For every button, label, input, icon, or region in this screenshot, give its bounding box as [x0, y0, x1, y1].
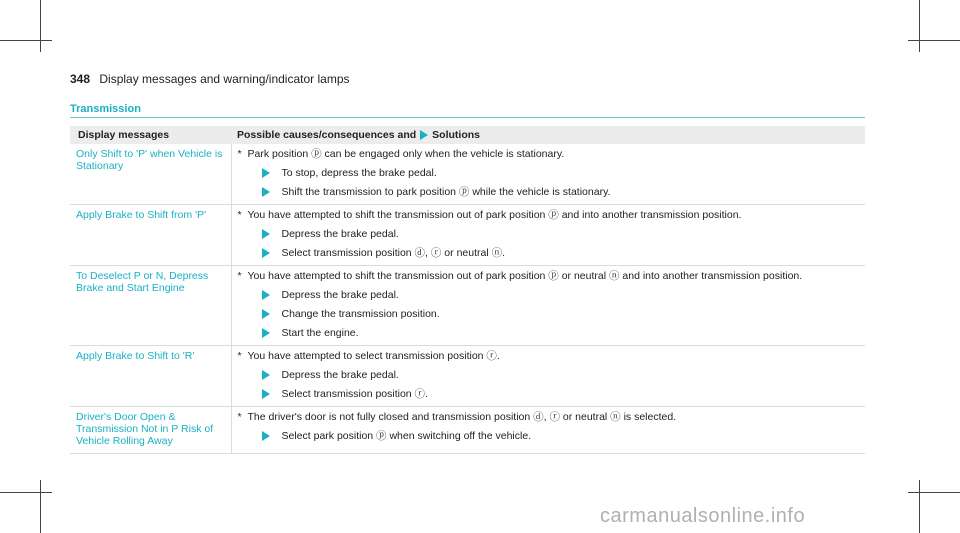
- solution-step: [262, 289, 860, 301]
- cause-text: You have attempted to shift the transmission out of park position ⓟ or neutral ⓝ and into another transmission position.: [247, 270, 803, 282]
- arrow-right-icon: [262, 229, 270, 239]
- column-header-messages: Display messages: [70, 126, 231, 144]
- arrow-right-icon: [262, 248, 270, 258]
- cause-item: [238, 148, 860, 160]
- table-row: [70, 205, 865, 266]
- column-header-causes-label: Possible causes/consequences and: [237, 129, 417, 141]
- arrow-right-icon: [262, 389, 270, 399]
- cause-item: [238, 411, 860, 423]
- cause-text: You have attempted to select transmission position ⓡ.: [247, 350, 500, 362]
- solution-step: [262, 308, 860, 320]
- crop-mark: [0, 40, 52, 41]
- bullet-asterisk: *: [237, 148, 242, 160]
- solution-text: Select transmission position ⓡ.: [281, 388, 428, 400]
- solution-step: [262, 327, 860, 339]
- cause-item: [238, 209, 860, 221]
- chapter-title: Display messages and warning/indicator lamps: [99, 72, 350, 86]
- column-header-causes: [231, 126, 865, 144]
- arrow-right-icon: [262, 328, 270, 338]
- solution-text: Depress the brake pedal.: [281, 228, 399, 240]
- solution-text: Shift the transmission to park position ⓟ while the vehicle is stationary.: [281, 186, 611, 198]
- section-divider: [70, 117, 865, 118]
- causes-cell: [231, 407, 865, 454]
- page-number: 348: [70, 72, 91, 86]
- solution-text: Select park position ⓟ when switching off the vehicle.: [281, 430, 532, 442]
- arrow-right-icon: [262, 168, 270, 178]
- display-message: Apply Brake to Shift to 'R': [70, 346, 231, 407]
- table-row: [70, 407, 865, 454]
- solution-text: Depress the brake pedal.: [281, 369, 399, 381]
- solution-text: To stop, depress the brake pedal.: [281, 167, 437, 179]
- causes-cell: [231, 144, 865, 205]
- crop-mark: [40, 0, 41, 52]
- cause-item: [238, 350, 860, 362]
- solution-text: Select transmission position ⓓ, ⓡ or neutral ⓝ.: [281, 247, 506, 259]
- cause-text: The driver's door is not fully closed and transmission position ⓓ, ⓡ or neutral ⓝ is selected.: [247, 411, 677, 423]
- bullet-asterisk: *: [237, 350, 242, 362]
- display-message: Apply Brake to Shift from 'P': [70, 205, 231, 266]
- causes-cell: [231, 205, 865, 266]
- solution-step: [262, 167, 860, 179]
- crop-mark: [919, 480, 920, 533]
- display-message: To Deselect P or N, Depress Brake and Start Engine: [70, 266, 231, 346]
- cause-text: Park position ⓟ can be engaged only when the vehicle is stationary.: [247, 148, 565, 160]
- bullet-asterisk: *: [237, 209, 242, 221]
- display-message: Only Shift to 'P' when Vehicle is Stationary: [70, 144, 231, 205]
- arrow-right-icon: [262, 290, 270, 300]
- bullet-asterisk: *: [237, 270, 242, 282]
- page-header: [70, 72, 350, 86]
- crop-mark: [0, 492, 52, 493]
- causes-cell: [231, 266, 865, 346]
- section-title: Transmission: [70, 103, 141, 115]
- arrow-right-icon: [262, 309, 270, 319]
- solution-text: Depress the brake pedal.: [281, 289, 399, 301]
- solution-step: [262, 247, 860, 259]
- display-message: Driver's Door Open & Transmission Not in P Risk of Vehicle Rolling Away: [70, 407, 231, 454]
- crop-mark: [40, 480, 41, 533]
- bullet-asterisk: *: [237, 411, 242, 423]
- display-messages-table: [70, 126, 865, 454]
- column-header-solutions-label: Solutions: [432, 129, 481, 141]
- cause-text: You have attempted to shift the transmission out of park position ⓟ and into another transmission position.: [247, 209, 742, 221]
- solution-step: [262, 388, 860, 400]
- watermark: carmanualsonline.info: [600, 505, 806, 527]
- cause-item: [238, 270, 860, 282]
- table-header-row: [70, 126, 865, 144]
- solution-step: [262, 369, 860, 381]
- arrow-right-icon: [262, 187, 270, 197]
- crop-mark: [919, 0, 920, 52]
- arrow-right-icon: [262, 431, 270, 441]
- table-row: [70, 266, 865, 346]
- arrow-right-icon: [420, 130, 428, 140]
- table-row: [70, 144, 865, 205]
- causes-cell: [231, 346, 865, 407]
- solution-text: Start the engine.: [281, 327, 359, 339]
- solution-step: [262, 430, 860, 442]
- arrow-right-icon: [262, 370, 270, 380]
- table-row: [70, 346, 865, 407]
- solution-step: [262, 228, 860, 240]
- crop-mark: [908, 492, 960, 493]
- solution-text: Change the transmission position.: [281, 308, 440, 320]
- crop-mark: [908, 40, 960, 41]
- solution-step: [262, 186, 860, 198]
